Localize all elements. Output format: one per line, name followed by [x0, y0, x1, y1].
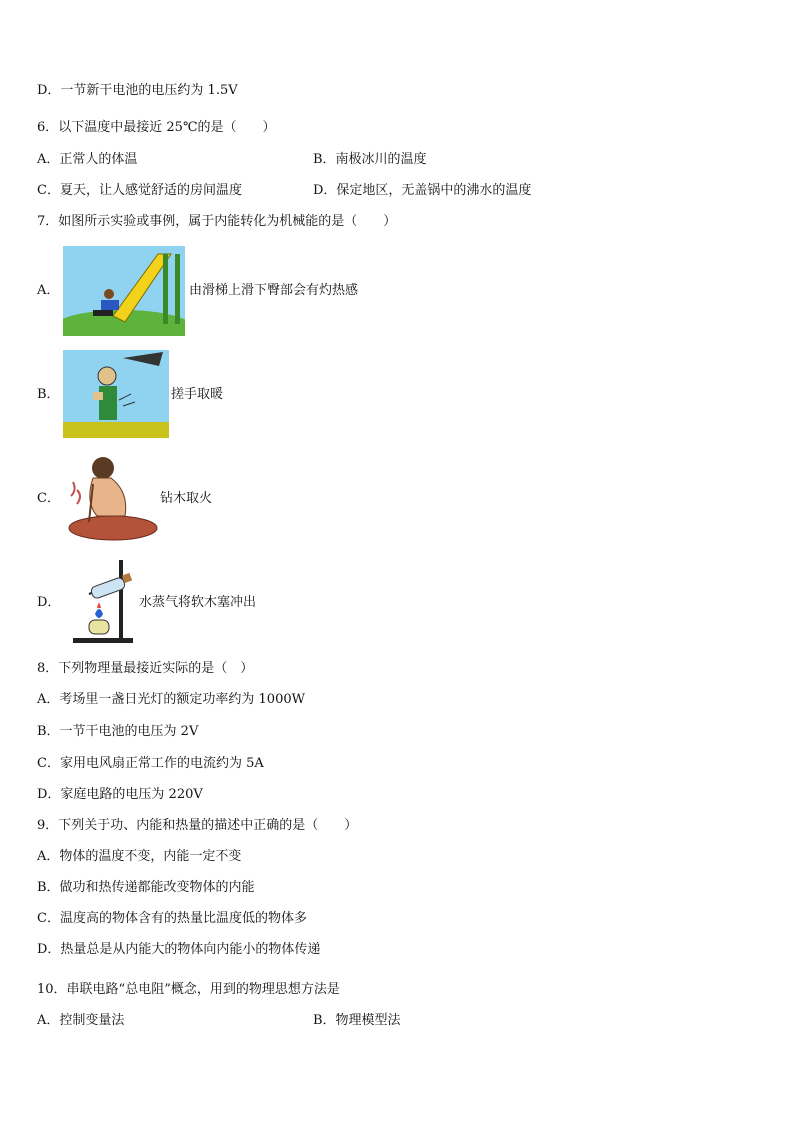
drilling-wood-fire-picture	[63, 452, 159, 544]
q9-option-a: A．物体的温度不变，内能一定不变	[37, 849, 242, 864]
q6-option-b: B．南极冰川的温度	[313, 152, 427, 167]
q7-option-a-letter: A．	[37, 283, 60, 298]
q7-option-b-caption: 搓手取暖	[171, 387, 224, 402]
q8-option-c: C．家用电风扇正常工作的电流约为 5A	[37, 756, 264, 771]
rubbing-hands-picture	[63, 350, 169, 438]
steam-cork-picture	[67, 558, 137, 646]
q10-option-a: A．控制变量法	[37, 1013, 125, 1028]
q6-stem: 6．以下温度中最接近 25℃的是（ ）	[37, 120, 276, 135]
q7-option-d-letter: D．	[37, 595, 61, 610]
q9-option-c: C．温度高的物体含有的热量比温度低的物体多	[37, 911, 307, 926]
q7-option-a-caption: 由滑梯上滑下臀部会有灼热感	[189, 283, 359, 298]
slide-picture	[63, 246, 185, 336]
q8-stem: 8．下列物理量最接近实际的是（ ）	[37, 661, 254, 676]
q9-option-b: B．做功和热传递都能改变物体的内能	[37, 880, 255, 895]
q6-option-d: D．保定地区，无盖锅中的沸水的温度	[313, 183, 532, 198]
q6-option-a: A．正常人的体温	[37, 152, 138, 167]
q8-option-d: D．家庭电路的电压为 220V	[37, 787, 203, 802]
q10-stem: 10．串联电路“总电阻”概念，用到的物理思想方法是	[37, 982, 340, 997]
q5-option-d: D．一节新干电池的电压约为 1.5V	[37, 83, 238, 98]
q7-option-d-caption: 水蒸气将软木塞冲出	[139, 595, 257, 610]
q7-option-c-letter: C．	[37, 491, 60, 506]
q8-option-b: B．一节干电池的电压为 2V	[37, 724, 199, 739]
q8-option-a: A．考场里一盏日光灯的额定功率约为 1000W	[37, 692, 305, 707]
q6-option-c: C．夏天，让人感觉舒适的房间温度	[37, 183, 242, 198]
q7-option-c-caption: 钻木取火	[160, 491, 213, 506]
q7-stem: 7．如图所示实验或事例，属于内能转化为机械能的是（ ）	[37, 214, 397, 229]
q9-stem: 9．下列关于功、内能和热量的描述中正确的是（ ）	[37, 818, 358, 833]
q9-option-d: D．热量总是从内能大的物体向内能小的物体传递	[37, 942, 321, 957]
q7-option-b-letter: B．	[37, 387, 60, 402]
q10-option-b: B．物理模型法	[313, 1013, 401, 1028]
